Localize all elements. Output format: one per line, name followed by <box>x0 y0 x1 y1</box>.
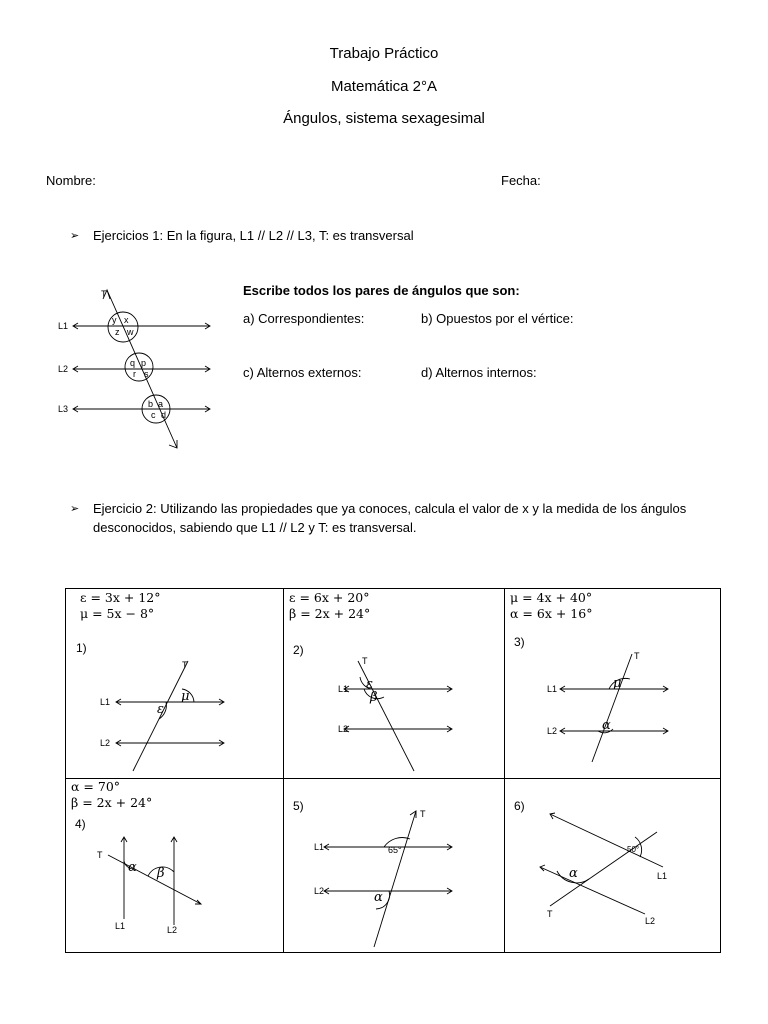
angle-r: r <box>133 369 136 379</box>
svg-text:L2: L2 <box>167 925 178 935</box>
svg-text:α: α <box>569 866 578 881</box>
problem-number: 1) <box>76 641 87 655</box>
svg-text:T: T <box>362 656 368 666</box>
svg-text:α: α <box>602 718 611 733</box>
problem-cell-1 <box>66 589 283 778</box>
svg-text:ε: ε <box>366 677 373 692</box>
problem-cell-6 <box>505 779 722 954</box>
svg-text:L1: L1 <box>657 871 668 881</box>
problem-cell-2 <box>284 589 504 778</box>
angle-p: p <box>141 358 147 368</box>
equation: ε = 6x + 20° <box>289 590 370 605</box>
svg-text:L1: L1 <box>115 921 126 931</box>
doc-subtitle: Matemática 2°A <box>330 78 438 95</box>
svg-text:T: T <box>420 809 426 819</box>
exercise2-text-line2: desconocidos, sabiendo que L1 // L2 y T: es transversal. <box>93 520 417 535</box>
equation: β = 2x + 24° <box>71 795 153 810</box>
angle-y: y <box>112 315 117 325</box>
name-label: Nombre: <box>46 173 96 188</box>
fig-label-t: T <box>101 289 107 299</box>
exercise2-text-line1: Ejercicio 2: Utilizando las propiedades que ya conoces, calcula el valor de x y la medida de los ángulos <box>93 501 687 516</box>
exercise1-figure <box>55 285 225 455</box>
svg-text:T: T <box>634 651 640 661</box>
problem-number: 3) <box>514 635 525 649</box>
exercise1-instruction: Escribe todos los pares de ángulos que son: <box>243 283 520 298</box>
svg-text:α: α <box>128 860 137 875</box>
arrowhead-icon <box>169 440 177 448</box>
doc-topic: Ángulos, sistema sexagesimal <box>283 110 485 127</box>
bullet-arrow-icon: ➢ <box>70 503 80 515</box>
svg-text:T: T <box>182 660 188 670</box>
fig-label-l2: L2 <box>58 364 69 374</box>
svg-text:α: α <box>374 890 383 905</box>
svg-text:50°: 50° <box>627 845 640 854</box>
svg-text:L2: L2 <box>314 886 325 896</box>
angle-a: a <box>158 399 164 409</box>
item-d: d) Alternos internos: <box>421 365 537 380</box>
item-b: b) Opuestos por el vértice: <box>421 311 574 326</box>
svg-text:L2: L2 <box>100 738 111 748</box>
svg-text:β: β <box>370 690 378 705</box>
angle-s: s <box>144 369 149 379</box>
svg-text:L2: L2 <box>645 916 656 926</box>
svg-text:L1: L1 <box>338 684 349 694</box>
svg-text:L1: L1 <box>100 697 111 707</box>
equation: β = 2x + 24° <box>289 606 371 621</box>
svg-text:T: T <box>547 909 553 919</box>
svg-text:65°: 65° <box>388 845 402 855</box>
problem-cell-4 <box>66 779 283 954</box>
problem-number: 5) <box>293 799 304 813</box>
date-label: Fecha: <box>501 173 541 188</box>
item-a: a) Correspondientes: <box>243 311 365 326</box>
problem-grid <box>65 588 721 953</box>
problem-cell-5 <box>284 779 504 954</box>
svg-text:L1: L1 <box>547 684 558 694</box>
angle-q: q <box>130 358 136 368</box>
equation: μ = 4x + 40° <box>510 590 593 605</box>
svg-text:μ: μ <box>613 676 622 691</box>
doc-title: Trabajo Práctico <box>329 45 439 62</box>
svg-text:μ: μ <box>181 689 190 704</box>
svg-text:L1: L1 <box>314 842 325 852</box>
item-c: c) Alternos externos: <box>243 365 362 380</box>
angle-d: d <box>161 410 167 420</box>
exercise1-text: Ejercicios 1: En la figura, L1 // L2 // L3, T: es transversal <box>93 228 414 243</box>
angle-w: w <box>127 327 134 337</box>
angle-x: x <box>124 315 129 325</box>
problem-number: 2) <box>293 643 304 657</box>
angle-c: c <box>151 410 156 420</box>
fig-label-l1: L1 <box>58 321 69 331</box>
svg-text:L2: L2 <box>338 724 349 734</box>
angle-z: z <box>115 327 120 337</box>
equation: α = 6x + 16° <box>510 606 593 621</box>
fig-label-l3: L3 <box>58 404 69 414</box>
equation: ε = 3x + 12° <box>80 590 161 605</box>
equation: α = 70° <box>71 779 121 794</box>
svg-text:β: β <box>157 866 165 881</box>
angle-b: b <box>148 399 154 409</box>
problem-number: 4) <box>75 817 86 831</box>
svg-text:ε: ε <box>157 702 164 717</box>
svg-text:T: T <box>97 850 103 860</box>
svg-text:L2: L2 <box>547 726 558 736</box>
problem-number: 6) <box>514 799 525 813</box>
bullet-arrow-icon: ➢ <box>70 230 80 242</box>
problem-cell-3 <box>505 589 722 778</box>
equation: μ = 5x − 8° <box>80 606 155 621</box>
